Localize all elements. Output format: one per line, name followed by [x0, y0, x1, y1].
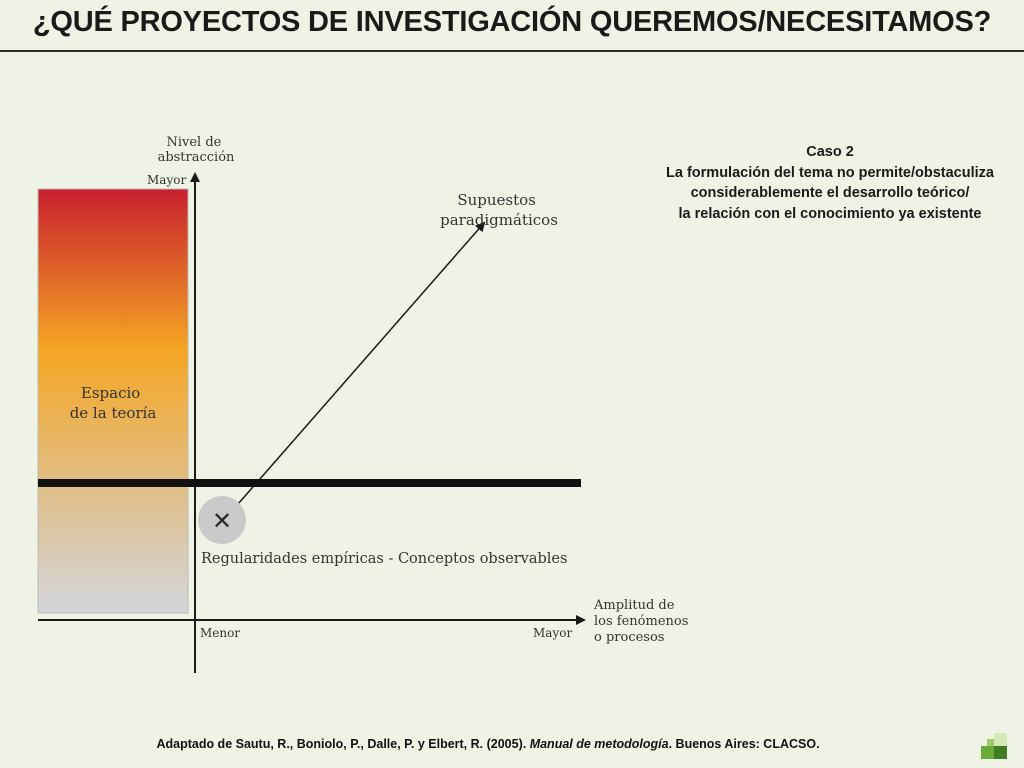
paradigm-arrow	[238, 223, 484, 504]
citation	[0, 737, 976, 751]
y-axis-title: Nivel de abstracción	[157, 135, 235, 165]
citation-text: Adaptado de Sautu, R., Boniolo, P., Dalle, P. y Elbert, R. (2005).	[156, 737, 530, 751]
blocked-x-icon: ✕	[211, 507, 233, 535]
citation-book-title: Manual de metodología	[529, 737, 669, 751]
y-axis-top-label: Mayor	[147, 173, 187, 187]
x-axis-left-label: Menor	[200, 626, 241, 640]
x-axis-title: Amplitud de los fenómenos o procesos	[594, 598, 689, 645]
x-axis-right-label: Mayor	[533, 626, 573, 640]
barrier-line	[38, 479, 581, 487]
case-line: la relación con el conocimiento ya existente	[678, 205, 982, 222]
citation-text-end: . Buenos Aires: CLACSO.	[668, 737, 820, 751]
empirical-label: Regularidades empíricas - Conceptos observables	[201, 551, 568, 567]
case-description	[640, 142, 1020, 224]
case-line: considerablemente el desarrollo teórico/	[690, 185, 970, 201]
theory-space-label: Espacio de la teoría	[69, 384, 157, 422]
paradigm-label: Supuestos paradigmáticos	[440, 191, 558, 229]
case-heading: Caso 2	[806, 144, 854, 160]
page-title: ¿QUÉ PROYECTOS DE INVESTIGACIÓN QUEREMOS/NECESITAMOS?	[32, 6, 992, 38]
case-line: La formulación del tema no permite/obstaculiza	[666, 164, 994, 181]
logo-icon	[981, 733, 1007, 759]
